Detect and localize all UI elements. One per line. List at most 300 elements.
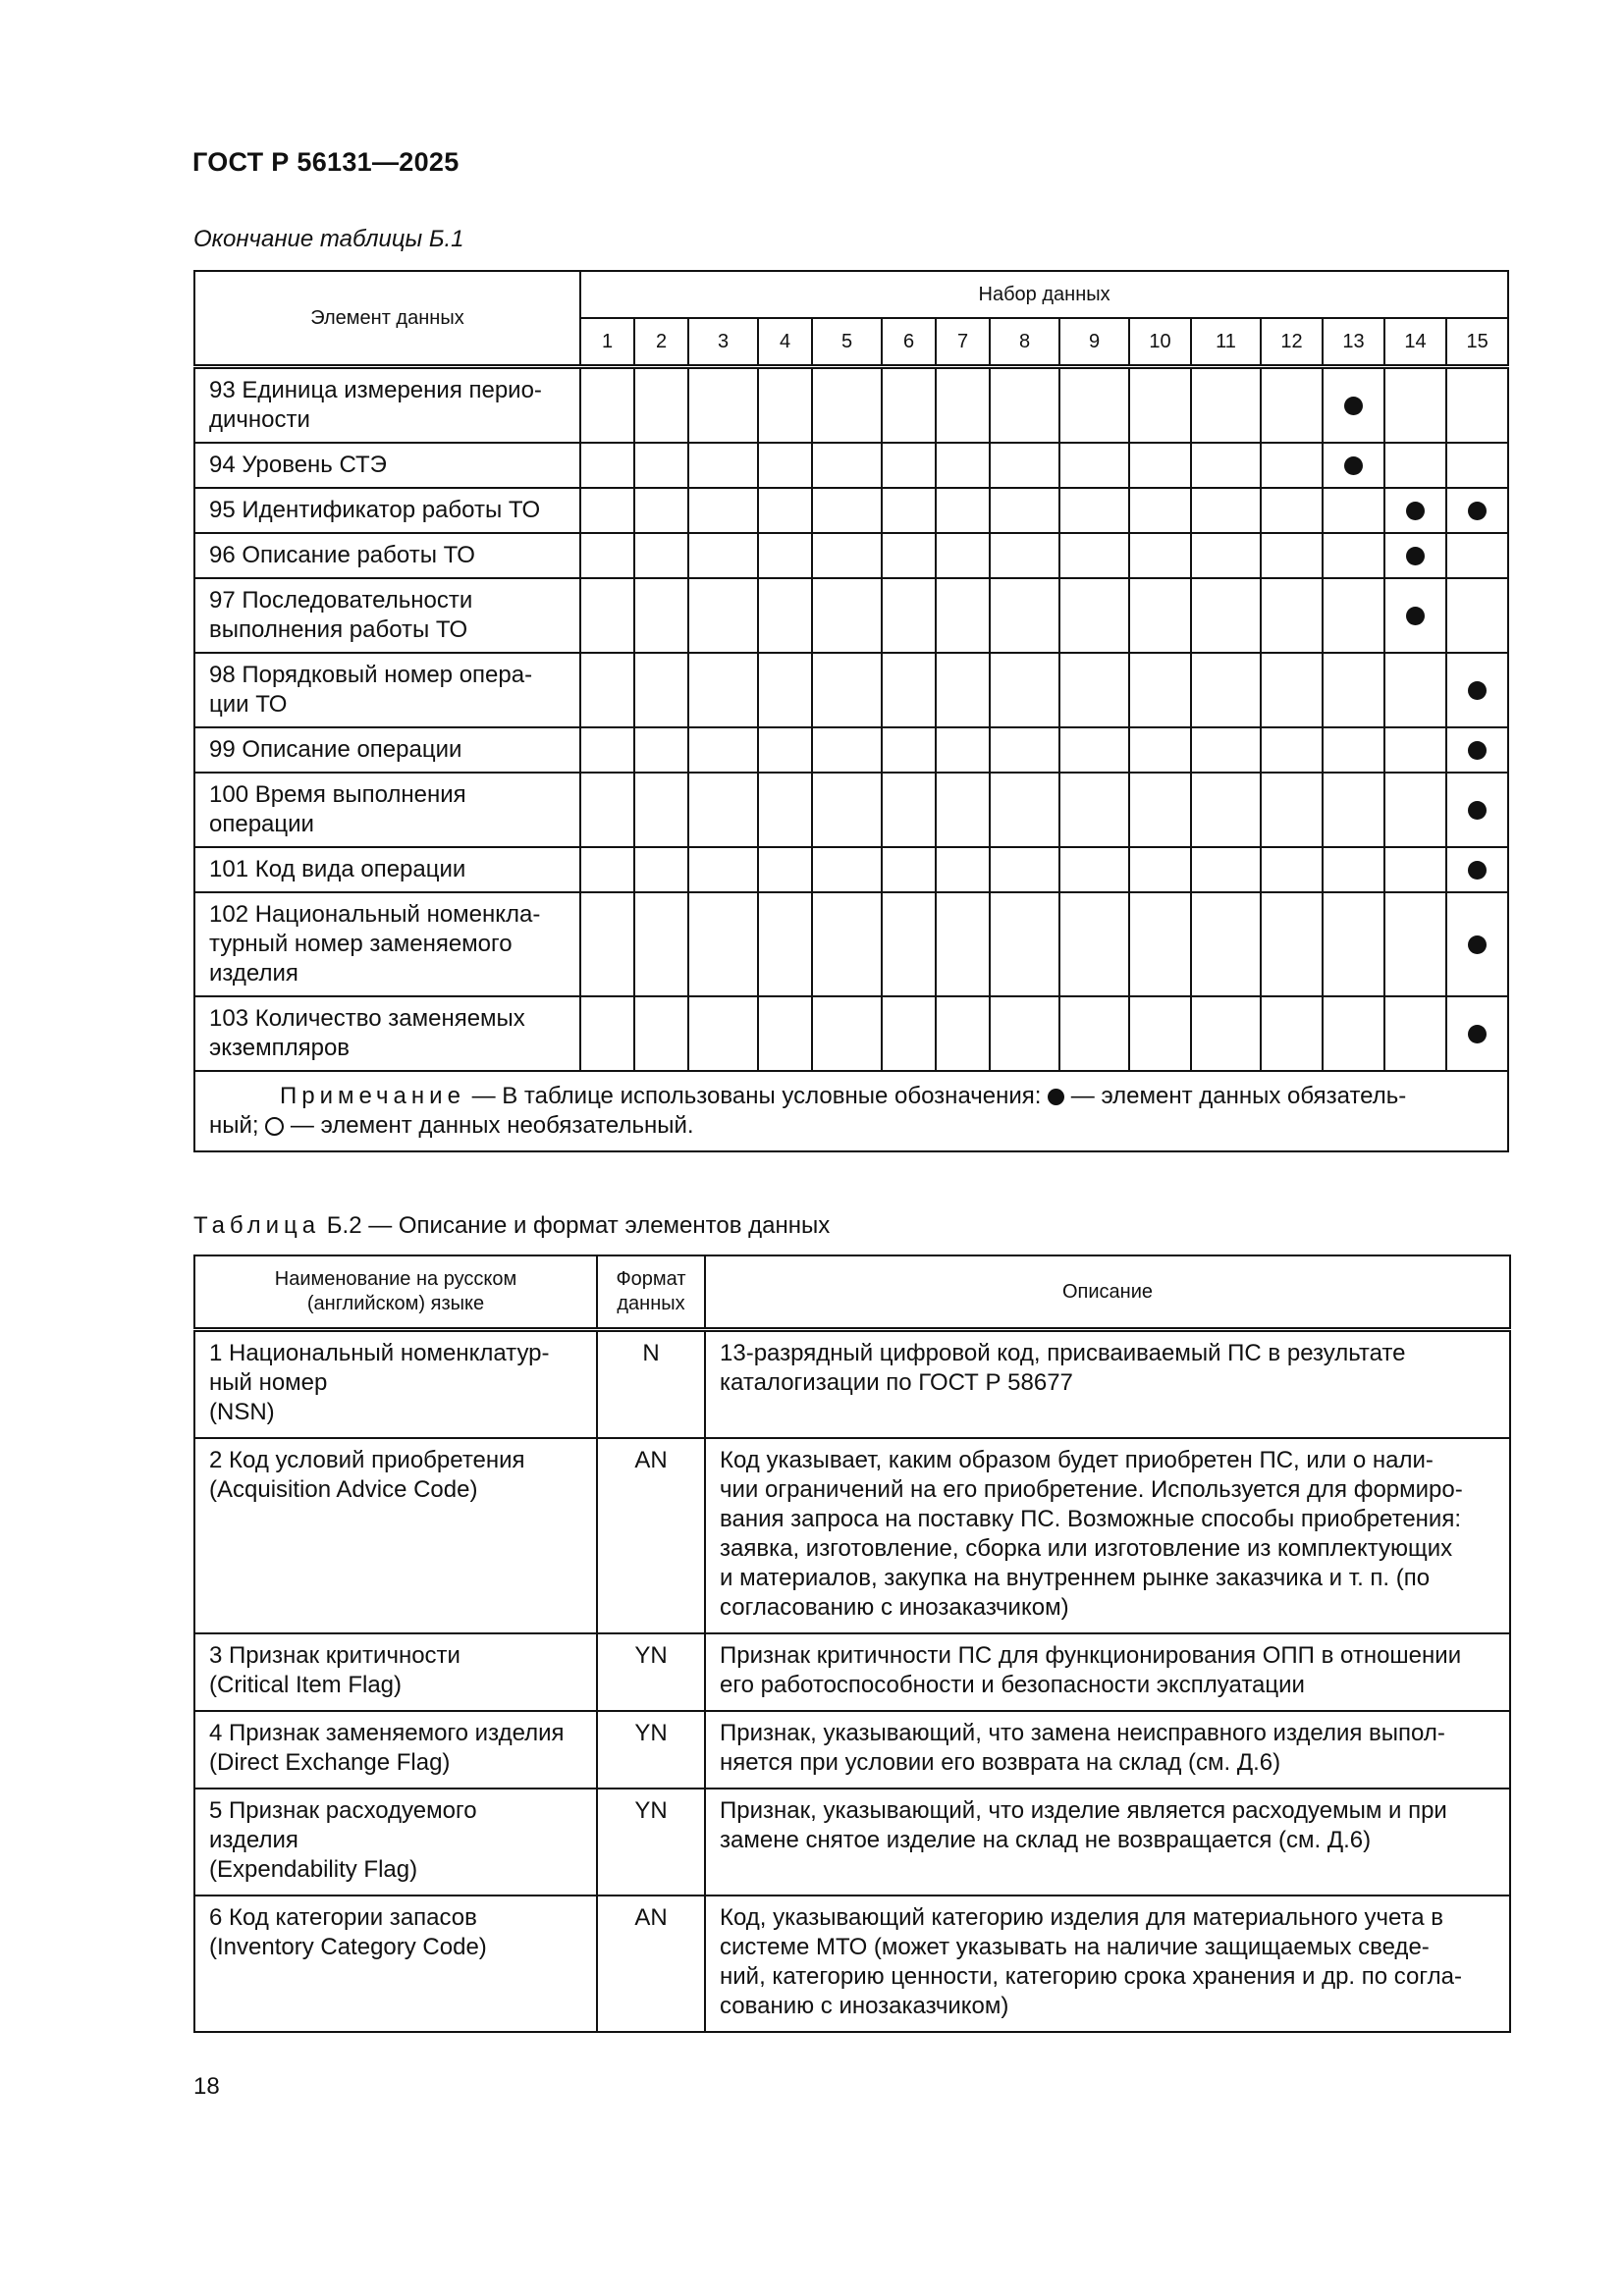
dataset-cell-2 [634,488,688,533]
dataset-cell-2 [634,533,688,578]
element-name-line: 6 Код категории запасов [209,1904,477,1931]
dataset-cell-2 [634,653,688,727]
dataset-cell-10 [1129,847,1191,892]
dataset-cell-13 [1323,578,1384,653]
dataset-cell-15 [1446,367,1508,444]
dataset-cell-10 [1129,443,1191,488]
dataset-cell-6 [882,653,936,727]
dataset-cell-1 [580,488,634,533]
dataset-cell-13 [1323,488,1384,533]
dataset-cell-15 [1446,727,1508,773]
element-name-line: изделия [209,1827,298,1853]
dataset-cell-9 [1059,443,1129,488]
table-row [194,443,1508,488]
description-line: чии ограничений на его приобретение. Используется для формиро- [720,1476,1463,1503]
dataset-cell-8 [990,533,1059,578]
dataset-cell-11 [1191,653,1261,727]
description-line: вания запроса на поставку ПС. Возможные способы приобретения: [720,1506,1462,1532]
mandatory-dot-icon [1344,397,1363,415]
dataset-cell-11 [1191,533,1261,578]
description-line: согласованию с инозаказчиком) [720,1594,1069,1621]
dataset-cell-2 [634,367,688,444]
dataset-cell-1 [580,653,634,727]
note-text-2: — элемент данных обязатель- [1064,1083,1407,1109]
dataset-cell-5 [812,847,882,892]
dataset-cell-15 [1446,533,1508,578]
table-row [194,727,1508,773]
data-format: YN [597,1711,705,1789]
dataset-cell-9 [1059,488,1129,533]
data-format: AN [597,1438,705,1633]
mandatory-dot-icon [1344,456,1363,475]
dataset-cell-5 [812,533,882,578]
dataset-cell-9 [1059,892,1129,996]
element-description [705,1789,1510,1896]
element-description [705,1896,1510,2032]
dataset-cell-11 [1191,727,1261,773]
note-text-3: ный; [209,1112,266,1139]
element-name [194,996,580,1071]
dataset-cell-5 [812,443,882,488]
element-name-line: ции ТО [209,691,288,718]
col-header-format-line: данных [617,1293,685,1314]
data-format: N [597,1330,705,1439]
element-name-line: (Expendability Flag) [209,1856,418,1883]
element-name-line: 97 Последовательности [209,587,473,614]
dataset-cell-11 [1191,996,1261,1071]
dataset-cell-4 [758,847,812,892]
element-name [194,653,580,727]
element-name-line: 102 Национальный номенкла- [209,901,541,928]
dataset-cell-8 [990,996,1059,1071]
dataset-cell-13 [1323,533,1384,578]
dataset-cell-15 [1446,773,1508,847]
dataset-cell-12 [1261,488,1323,533]
dataset-cell-14 [1384,443,1446,488]
description-line: няется при условии его возврата на склад (см. Д.6) [720,1749,1281,1776]
element-description [705,1711,1510,1789]
dataset-cell-4 [758,533,812,578]
dataset-cell-2 [634,773,688,847]
dataset-cell-10 [1129,653,1191,727]
description-line: Признак, указывающий, что изделие является расходуемым и при [720,1797,1447,1824]
dataset-cell-10 [1129,578,1191,653]
dataset-cell-2 [634,892,688,996]
dataset-cell-11 [1191,773,1261,847]
dataset-cell-15 [1446,847,1508,892]
dataset-cell-8 [990,773,1059,847]
col-number-13: 13 [1323,318,1384,367]
dataset-cell-11 [1191,488,1261,533]
dataset-cell-13 [1323,773,1384,847]
col-number-11: 11 [1191,318,1261,367]
dataset-cell-15 [1446,443,1508,488]
mandatory-dot-icon [1468,502,1487,520]
dataset-cell-7 [936,892,990,996]
dataset-cell-8 [990,443,1059,488]
dataset-cell-13 [1323,996,1384,1071]
document-header: ГОСТ Р 56131—2025 [192,147,460,177]
dataset-cell-1 [580,847,634,892]
dataset-cell-8 [990,578,1059,653]
element-name-line: 100 Время выполнения [209,781,466,808]
element-name [194,892,580,996]
dataset-cell-12 [1261,653,1323,727]
dataset-cell-10 [1129,892,1191,996]
dataset-cell-6 [882,847,936,892]
dataset-cell-13 [1323,653,1384,727]
dataset-cell-3 [688,996,758,1071]
dataset-cell-4 [758,892,812,996]
dataset-cell-3 [688,533,758,578]
dataset-cell-5 [812,727,882,773]
dataset-cell-2 [634,727,688,773]
element-name [194,1330,597,1439]
mandatory-dot-icon [1406,547,1425,565]
element-name [194,1711,597,1789]
dataset-cell-13 [1323,892,1384,996]
element-name-line: 93 Единица измерения перио- [209,377,542,403]
table2-caption-label: Таблица [193,1212,321,1239]
dataset-cell-5 [812,892,882,996]
description-line: системе МТО (может указывать на наличие защищаемых сведе- [720,1934,1430,1960]
dataset-cell-12 [1261,727,1323,773]
dataset-cell-11 [1191,443,1261,488]
dataset-cell-9 [1059,847,1129,892]
dataset-cell-3 [688,488,758,533]
dataset-cell-2 [634,578,688,653]
dataset-cell-15 [1446,578,1508,653]
dataset-cell-15 [1446,653,1508,727]
element-name-line: (Direct Exchange Flag) [209,1749,451,1776]
col-header-format [597,1255,705,1330]
dataset-cell-1 [580,727,634,773]
dataset-cell-7 [936,578,990,653]
dataset-cell-4 [758,727,812,773]
element-name-line: 1 Национальный номенклатур- [209,1340,550,1366]
description-line: замене снятое изделие на склад не возвращается (см. Д.6) [720,1827,1372,1853]
dataset-cell-7 [936,443,990,488]
mandatory-dot-icon [1406,502,1425,520]
dataset-cell-7 [936,996,990,1071]
table2-data-elements [193,1255,1511,2033]
element-name-line: 4 Признак заменяемого изделия [209,1720,565,1746]
dataset-cell-7 [936,773,990,847]
dataset-cell-6 [882,443,936,488]
dataset-cell-6 [882,488,936,533]
description-line: каталогизации по ГОСТ Р 58677 [720,1369,1073,1396]
dataset-cell-9 [1059,727,1129,773]
dataset-cell-5 [812,653,882,727]
dataset-cell-2 [634,996,688,1071]
table-row [194,996,1508,1071]
dataset-cell-5 [812,773,882,847]
dataset-cell-5 [812,578,882,653]
table-row [194,1633,1510,1711]
element-name [194,1896,597,2032]
description-line: Признак, указывающий, что замена неисправного изделия выпол- [720,1720,1445,1746]
dataset-cell-14 [1384,892,1446,996]
element-name-line: 98 Порядковый номер опера- [209,662,533,688]
dataset-cell-12 [1261,367,1323,444]
element-description [705,1330,1510,1439]
dataset-cell-15 [1446,488,1508,533]
mandatory-dot-icon [1468,801,1487,820]
dataset-cell-2 [634,443,688,488]
element-name [194,488,580,533]
table-row [194,367,1508,444]
table-row [194,1789,1510,1896]
table-row [194,1711,1510,1789]
table-row [194,773,1508,847]
element-name [194,773,580,847]
table-row [194,892,1508,996]
dataset-cell-13 [1323,443,1384,488]
note-text-4: — элемент данных необязательный. [284,1112,694,1139]
element-name-line: 5 Признак расходуемого [209,1797,477,1824]
dataset-cell-3 [688,653,758,727]
dataset-cell-14 [1384,488,1446,533]
dataset-cell-1 [580,533,634,578]
dataset-cell-4 [758,996,812,1071]
dataset-cell-6 [882,727,936,773]
element-description [705,1438,1510,1633]
dataset-cell-5 [812,488,882,533]
dataset-cell-9 [1059,367,1129,444]
table2-caption [193,1212,830,1240]
table1-data-sets [193,270,1509,1152]
dataset-cell-6 [882,578,936,653]
description-line: ний, категорию ценности, категорию срока хранения и др. по согла- [720,1963,1462,1990]
mandatory-dot-icon [1468,1025,1487,1043]
col-number-8: 8 [990,318,1059,367]
mandatory-dot-icon [1468,741,1487,760]
dataset-cell-12 [1261,578,1323,653]
table1-note [194,1071,1508,1151]
col-number-6: 6 [882,318,936,367]
dataset-cell-14 [1384,773,1446,847]
dataset-cell-7 [936,727,990,773]
mandatory-dot-icon [1468,935,1487,954]
dataset-cell-10 [1129,367,1191,444]
dataset-cell-3 [688,892,758,996]
col-number-9: 9 [1059,318,1129,367]
element-name-line: операции [209,811,314,837]
description-line: Код указывает, каким образом будет приобретен ПС, или о нали- [720,1447,1434,1473]
element-name [194,1789,597,1896]
element-name-line: (Inventory Category Code) [209,1934,487,1960]
dataset-cell-14 [1384,996,1446,1071]
element-name-line: 2 Код условий приобретения [209,1447,525,1473]
col-number-12: 12 [1261,318,1323,367]
table-row [194,653,1508,727]
dataset-cell-7 [936,847,990,892]
dataset-cell-10 [1129,533,1191,578]
col-number-5: 5 [812,318,882,367]
dataset-cell-8 [990,892,1059,996]
dataset-cell-6 [882,533,936,578]
dataset-cell-11 [1191,578,1261,653]
col-number-15: 15 [1446,318,1508,367]
dataset-cell-12 [1261,996,1323,1071]
dataset-cell-13 [1323,847,1384,892]
table1-caption: Окончание таблицы Б.1 [193,226,464,252]
data-format: YN [597,1789,705,1896]
data-format: AN [597,1896,705,2032]
dataset-cell-2 [634,847,688,892]
table-row [194,1896,1510,2032]
dataset-cell-5 [812,367,882,444]
table2-caption-text: Б.2 — Описание и формат элементов данных [320,1212,831,1239]
col-number-4: 4 [758,318,812,367]
element-name-line: 94 Уровень СТЭ [209,452,387,478]
dataset-cell-4 [758,578,812,653]
dataset-cell-14 [1384,653,1446,727]
dataset-cell-8 [990,727,1059,773]
dataset-cell-8 [990,367,1059,444]
table-row [194,1330,1510,1439]
data-format: YN [597,1633,705,1711]
dataset-cell-1 [580,578,634,653]
col-number-14: 14 [1384,318,1446,367]
dataset-cell-14 [1384,533,1446,578]
dataset-cell-8 [990,488,1059,533]
dataset-cell-11 [1191,367,1261,444]
dataset-cell-4 [758,367,812,444]
mandatory-dot-icon [1048,1089,1064,1105]
dataset-cell-12 [1261,773,1323,847]
col-number-2: 2 [634,318,688,367]
element-name [194,443,580,488]
dataset-cell-10 [1129,488,1191,533]
note-label: Примечание [280,1083,465,1109]
element-name-line: 101 Код вида операции [209,856,466,882]
dataset-cell-1 [580,996,634,1071]
description-line: Код, указывающий категорию изделия для материального учета в [720,1904,1444,1931]
element-name [194,533,580,578]
element-name-line: ный номер [209,1369,328,1396]
dataset-cell-9 [1059,996,1129,1071]
mandatory-dot-icon [1468,681,1487,700]
element-name-line: 96 Описание работы ТО [209,542,475,568]
description-line: 13-разрядный цифровой код, присваиваемый ПС в результате [720,1340,1406,1366]
dataset-cell-9 [1059,773,1129,847]
dataset-cell-15 [1446,892,1508,996]
description-line: заявка, изготовление, сборка или изготовление из комплектующих [720,1535,1453,1562]
dataset-cell-6 [882,367,936,444]
dataset-cell-6 [882,996,936,1071]
dataset-cell-10 [1129,727,1191,773]
col-header-dataset: Набор данных [580,271,1508,318]
element-name [194,367,580,444]
dataset-cell-7 [936,488,990,533]
dataset-cell-4 [758,443,812,488]
dataset-cell-13 [1323,367,1384,444]
element-name-line: дичности [209,406,310,433]
dataset-cell-1 [580,892,634,996]
col-header-description: Описание [705,1255,1510,1330]
dataset-cell-6 [882,892,936,996]
dataset-cell-4 [758,653,812,727]
col-header-name-line: Наименование на русском [274,1268,517,1290]
col-header-element: Элемент данных [194,271,580,367]
optional-circle-icon [265,1117,284,1136]
dataset-cell-14 [1384,727,1446,773]
dataset-cell-14 [1384,578,1446,653]
element-name-line: турный номер заменяемого [209,931,513,957]
col-header-name [194,1255,597,1330]
element-description [705,1633,1510,1711]
description-line: и материалов, закупка на внутреннем рынке заказчика и т. п. (по [720,1565,1431,1591]
description-line: Признак критичности ПС для функционирования ОПП в отношении [720,1642,1462,1669]
element-name [194,1438,597,1633]
table-row [194,533,1508,578]
element-name-line: 95 Идентификатор работы ТО [209,497,541,523]
dataset-cell-1 [580,773,634,847]
mandatory-dot-icon [1468,861,1487,880]
dataset-cell-3 [688,578,758,653]
element-name-line: 103 Количество заменяемых [209,1005,525,1032]
element-name-line: (Critical Item Flag) [209,1672,403,1698]
dataset-cell-11 [1191,892,1261,996]
dataset-cell-7 [936,367,990,444]
dataset-cell-14 [1384,367,1446,444]
element-name-line: экземпляров [209,1035,351,1061]
col-number-7: 7 [936,318,990,367]
dataset-cell-8 [990,847,1059,892]
dataset-cell-9 [1059,533,1129,578]
dataset-cell-1 [580,367,634,444]
dataset-cell-14 [1384,847,1446,892]
dataset-cell-3 [688,443,758,488]
dataset-cell-10 [1129,773,1191,847]
col-number-3: 3 [688,318,758,367]
note-text-1: — В таблице использованы условные обозначения: [464,1083,1049,1109]
dataset-cell-5 [812,996,882,1071]
element-name [194,1633,597,1711]
element-name-line: (Acquisition Advice Code) [209,1476,478,1503]
table-row [194,578,1508,653]
col-header-name-line: (английском) языке [306,1293,485,1314]
dataset-cell-13 [1323,727,1384,773]
dataset-cell-1 [580,443,634,488]
dataset-cell-4 [758,488,812,533]
dataset-cell-4 [758,773,812,847]
element-name-line: изделия [209,960,298,987]
element-name-line: 99 Описание операции [209,736,462,763]
dataset-cell-12 [1261,533,1323,578]
dataset-cell-3 [688,847,758,892]
dataset-cell-7 [936,653,990,727]
dataset-cell-9 [1059,653,1129,727]
element-name [194,578,580,653]
table-row [194,1438,1510,1633]
mandatory-dot-icon [1406,607,1425,625]
dataset-cell-3 [688,367,758,444]
description-line: его работоспособности и безопасности эксплуатации [720,1672,1305,1698]
col-header-format-line: Формат [616,1268,686,1290]
dataset-cell-9 [1059,578,1129,653]
dataset-cell-6 [882,773,936,847]
element-name [194,847,580,892]
dataset-cell-12 [1261,443,1323,488]
dataset-cell-10 [1129,996,1191,1071]
page-number: 18 [193,2073,220,2100]
element-name-line: (NSN) [209,1399,275,1425]
dataset-cell-12 [1261,892,1323,996]
dataset-cell-11 [1191,847,1261,892]
dataset-cell-15 [1446,996,1508,1071]
